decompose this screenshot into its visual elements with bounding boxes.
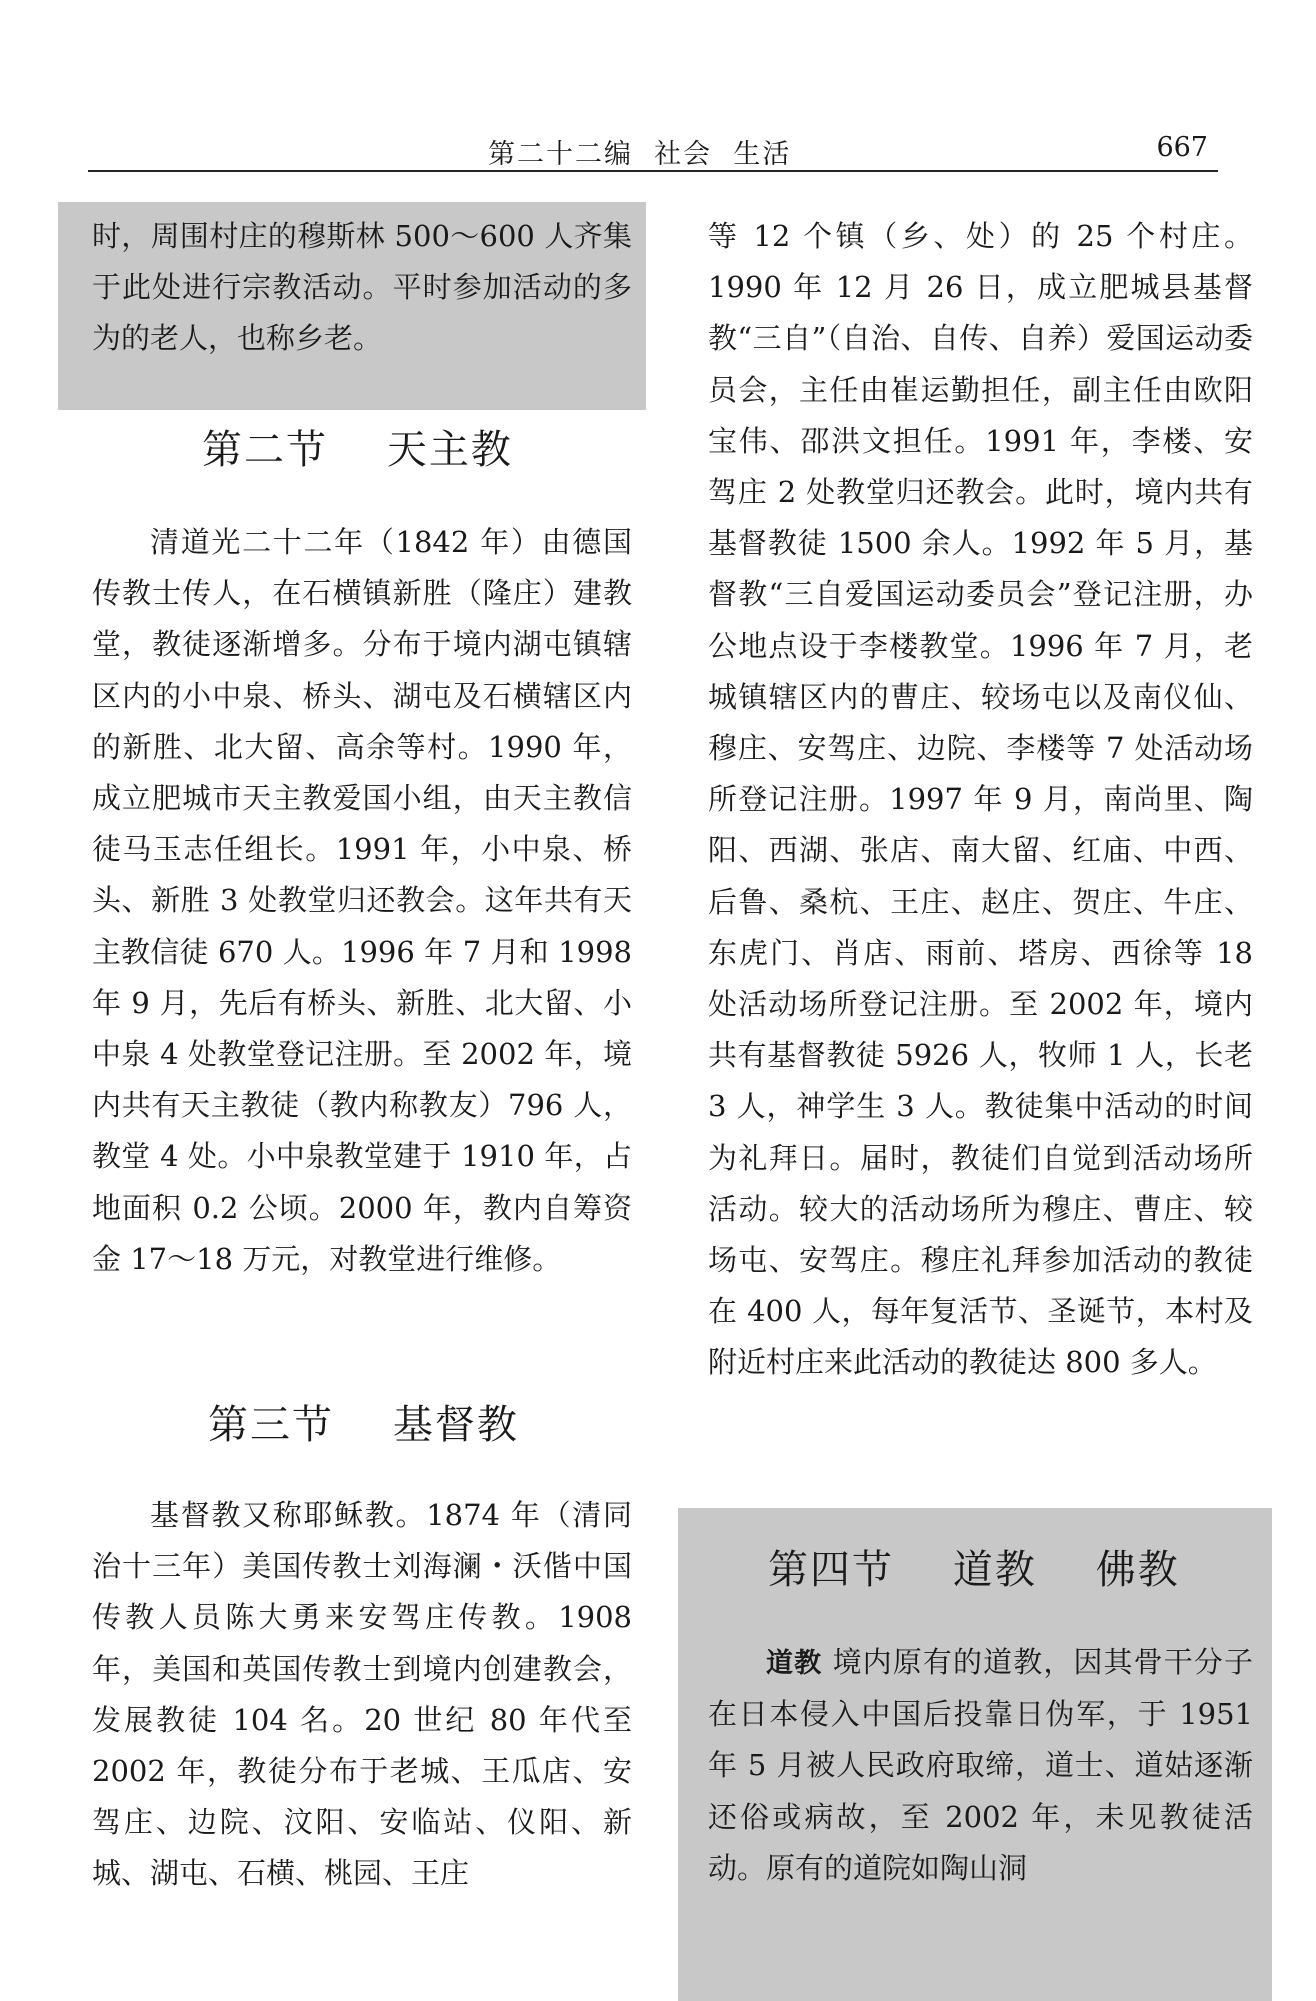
continued-paragraph-right: 等 12 个镇（乡、处）的 25 个村庄。1990 年 12 月 26 日，成立肥城县基督教“三自”（自治、自传、自养）爱国运动委员会，主任由崔运勤担任，副主任由欧阳宝伟、邵洪文担任。1991 年，李楼、安驾庄 2 处教堂归还教会。此时，境内共有基督教徒 1500 余人。1992 年 5 月，基督教“三自爱国运动委员会”登记注册，办公地点设于李楼教堂。1996 年 7 月，老城镇辖区内的曹庄、较场屯以及南仪仙、穆庄、安驾庄、边院、李楼等 7 处活动场所登记注册。1997 年 9 月，南尚里、陶阳、西湖、张店、南大留、红庙、中西、后鲁、桑杭、王庄、赵庄、贺庄、牛庄、东虎门、肖店、雨前、塔房、西徐等 18 处活动场所登记注册。至 2002 年，境内共有基督教徒 5926 人，牧师 1 人，长老 3 人，神学生 3 人。教徒集中活动的时间为礼拜日。届时，教徒们自觉到活动场所活动。较大的活动场所为穆庄、曹庄、较场屯、安驾庄。穆庄礼拜参加活动的教徒在 400 人，每年复活节、圣诞节，本村及附近村庄来此活动的教徒达 800 多人。	[708, 219, 1253, 1380]
section-title-christianity: 第三节 基督教	[208, 1402, 519, 1448]
paragraph-taoism	[708, 1637, 1253, 1894]
paragraph-taoism-text: 境内原有的道教，因其骨干分子在日本侵入中国后投靠日伪军，于 1951 年 5 月被人民政府取缔，道士、道姑逐渐还俗或病故，至 2002 年，未见教徒活动。原有的道院如陶山洞	[708, 1645, 1253, 1885]
continued-paragraph-left: 时，周围村庄的穆斯林 500～600 人齐集于此处进行宗教活动。平时参加活动的多为的老人，也称乡老。	[92, 219, 632, 356]
left-column	[72, 0, 632, 2001]
paragraph-christianity: 基督教又称耶稣教。1874 年（清同治十三年）美国传教士刘海澜・沃偕中国传教人员陈大勇来安驾庄传教。1908 年，美国和英国传教士到境内创建教会，发展教徒 104 名。20 世纪 80 年代至 2002 年，教徒分布于老城、王瓜店、安驾庄、边院、汶阳、安临站、仪阳、新城、湖屯、石横、桃园、王庄	[92, 1498, 632, 1891]
running-head: 第二十二编 社会 生活	[488, 139, 792, 170]
section-title-taoism-buddhism: 第四节 道教 佛教	[768, 1547, 1180, 1593]
lead-term-taoism: 道教	[766, 1648, 823, 1679]
section-title-catholicism: 第二节 天主教	[202, 427, 513, 473]
page-number: 667	[1156, 132, 1208, 163]
right-column	[688, 0, 1253, 2001]
paragraph-catholicism: 清道光二十二年（1842 年）由德国传教士传人，在石横镇新胜（隆庄）建教堂，教徒逐渐增多。分布于境内湖屯镇辖区内的小中泉、桥头、湖屯及石横辖区内的新胜、北大留、高余等村。1990 年，成立肥城市天主教爱国小组，由天主教信徒马玉志任组长。1991 年，小中泉、桥头、新胜 3 处教堂归还教会。这年共有天主教信徒 670 人。1996 年 7 月和 1998 年 9 月，先后有桥头、新胜、北大留、小中泉 4 处教堂登记注册。至 2002 年，境内共有天主教徒（教内称教友）796 人，教堂 4 处。小中泉教堂建于 1910 年，占地面积 0.2 公顷。2000 年，教内自筹资金 17～18 万元，对教堂进行维修。	[92, 525, 632, 1276]
